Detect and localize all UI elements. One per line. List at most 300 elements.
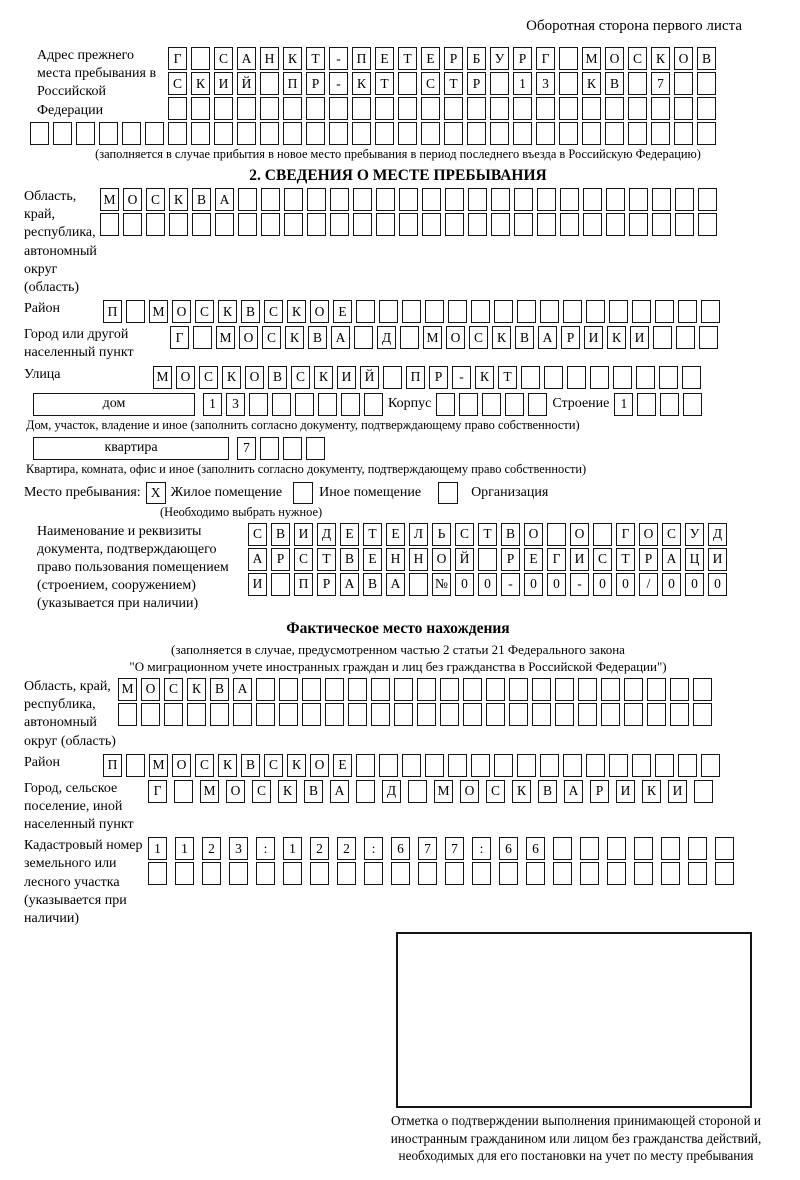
char-cell[interactable]: [325, 678, 344, 701]
char-cell[interactable]: Н: [386, 548, 405, 571]
char-cell[interactable]: [325, 703, 344, 726]
char-cell[interactable]: [582, 122, 601, 145]
char-cell[interactable]: [559, 122, 578, 145]
char-cell[interactable]: :: [364, 837, 383, 860]
char-cell[interactable]: [283, 122, 302, 145]
char-cell[interactable]: [532, 703, 551, 726]
char-cell[interactable]: И: [337, 366, 356, 389]
char-cell[interactable]: [394, 703, 413, 726]
char-cell[interactable]: [715, 862, 734, 885]
char-cell[interactable]: [354, 326, 373, 349]
char-cell[interactable]: Й: [455, 548, 474, 571]
char-cell[interactable]: [578, 703, 597, 726]
char-cell[interactable]: 1: [203, 393, 222, 416]
char-cell[interactable]: [606, 188, 625, 211]
char-cell[interactable]: [352, 97, 371, 120]
char-cell[interactable]: [559, 47, 578, 70]
char-cell[interactable]: [122, 122, 141, 145]
char-cell[interactable]: 6: [526, 837, 545, 860]
char-cell[interactable]: [652, 188, 671, 211]
char-cell[interactable]: [402, 754, 421, 777]
char-cell[interactable]: 1: [283, 837, 302, 860]
char-cell[interactable]: [628, 122, 647, 145]
char-cell[interactable]: [192, 213, 211, 236]
char-cell[interactable]: Е: [333, 300, 352, 323]
char-cell[interactable]: [284, 188, 303, 211]
char-cell[interactable]: Ь: [432, 523, 451, 546]
char-cell[interactable]: [521, 366, 540, 389]
char-cell[interactable]: М: [100, 188, 119, 211]
char-cell[interactable]: [202, 862, 221, 885]
char-cell[interactable]: [517, 300, 536, 323]
char-cell[interactable]: [329, 97, 348, 120]
char-cell[interactable]: Й: [237, 72, 256, 95]
char-cell[interactable]: О: [172, 300, 191, 323]
char-cell[interactable]: 0: [455, 573, 474, 596]
char-cell[interactable]: К: [475, 366, 494, 389]
char-cell[interactable]: [553, 862, 572, 885]
char-cell[interactable]: С: [662, 523, 681, 546]
char-cell[interactable]: [601, 678, 620, 701]
char-cell[interactable]: М: [423, 326, 442, 349]
char-cell[interactable]: 7: [237, 437, 256, 460]
char-cell[interactable]: [237, 97, 256, 120]
char-cell[interactable]: К: [287, 754, 306, 777]
char-cell[interactable]: [661, 862, 680, 885]
char-cell[interactable]: [494, 300, 513, 323]
char-cell[interactable]: [283, 862, 302, 885]
char-cell[interactable]: К: [285, 326, 304, 349]
char-cell[interactable]: 0: [616, 573, 635, 596]
char-cell[interactable]: О: [172, 754, 191, 777]
char-cell[interactable]: Т: [478, 523, 497, 546]
char-cell[interactable]: [624, 678, 643, 701]
char-cell[interactable]: [675, 188, 694, 211]
char-cell[interactable]: [256, 678, 275, 701]
char-cell[interactable]: [306, 437, 325, 460]
char-cell[interactable]: И: [248, 573, 267, 596]
char-cell[interactable]: :: [256, 837, 275, 860]
char-cell[interactable]: [697, 122, 716, 145]
char-cell[interactable]: [306, 97, 325, 120]
char-cell[interactable]: Н: [260, 47, 279, 70]
char-cell[interactable]: А: [248, 548, 267, 571]
char-cell[interactable]: М: [582, 47, 601, 70]
char-cell[interactable]: [238, 213, 257, 236]
char-cell[interactable]: [555, 678, 574, 701]
char-cell[interactable]: [445, 213, 464, 236]
char-cell[interactable]: С: [252, 780, 271, 803]
char-cell[interactable]: [330, 213, 349, 236]
char-cell[interactable]: С: [455, 523, 474, 546]
char-cell[interactable]: [145, 122, 164, 145]
char-cell[interactable]: [279, 703, 298, 726]
char-cell[interactable]: [701, 754, 720, 777]
char-cell[interactable]: [445, 862, 464, 885]
char-cell[interactable]: [652, 213, 671, 236]
char-cell[interactable]: О: [432, 548, 451, 571]
char-cell[interactable]: [553, 837, 572, 860]
char-cell[interactable]: О: [460, 780, 479, 803]
char-cell[interactable]: [422, 188, 441, 211]
char-cell[interactable]: В: [363, 573, 382, 596]
char-cell[interactable]: 6: [391, 837, 410, 860]
char-cell[interactable]: [694, 780, 713, 803]
char-cell[interactable]: [436, 393, 455, 416]
char-cell[interactable]: [307, 188, 326, 211]
char-cell[interactable]: К: [582, 72, 601, 95]
char-cell[interactable]: 2: [202, 837, 221, 860]
char-cell[interactable]: [682, 366, 701, 389]
char-cell[interactable]: [532, 678, 551, 701]
char-cell[interactable]: О: [226, 780, 245, 803]
char-cell[interactable]: [191, 47, 210, 70]
char-cell[interactable]: [440, 703, 459, 726]
char-cell[interactable]: [590, 366, 609, 389]
char-cell[interactable]: [670, 703, 689, 726]
char-cell[interactable]: [418, 862, 437, 885]
char-cell[interactable]: [514, 188, 533, 211]
char-cell[interactable]: 3: [229, 837, 248, 860]
char-cell[interactable]: [683, 393, 702, 416]
char-cell[interactable]: К: [651, 47, 670, 70]
char-cell[interactable]: В: [241, 754, 260, 777]
char-cell[interactable]: [348, 678, 367, 701]
char-cell[interactable]: У: [685, 523, 704, 546]
char-cell[interactable]: У: [490, 47, 509, 70]
char-cell[interactable]: [653, 326, 672, 349]
char-cell[interactable]: [100, 213, 119, 236]
char-cell[interactable]: [559, 97, 578, 120]
char-cell[interactable]: [371, 703, 390, 726]
char-cell[interactable]: [271, 573, 290, 596]
char-cell[interactable]: С: [164, 678, 183, 701]
char-cell[interactable]: С: [168, 72, 187, 95]
char-cell[interactable]: [330, 188, 349, 211]
char-cell[interactable]: [425, 300, 444, 323]
char-cell[interactable]: [329, 122, 348, 145]
char-cell[interactable]: [399, 188, 418, 211]
char-cell[interactable]: Р: [513, 47, 532, 70]
char-cell[interactable]: П: [103, 754, 122, 777]
char-cell[interactable]: [491, 188, 510, 211]
char-cell[interactable]: 6: [499, 837, 518, 860]
char-cell[interactable]: [383, 366, 402, 389]
char-cell[interactable]: И: [708, 548, 727, 571]
char-cell[interactable]: -: [501, 573, 520, 596]
char-cell[interactable]: [513, 97, 532, 120]
char-cell[interactable]: [629, 213, 648, 236]
char-cell[interactable]: М: [149, 754, 168, 777]
char-cell[interactable]: [379, 300, 398, 323]
char-cell[interactable]: [494, 754, 513, 777]
char-cell[interactable]: [697, 97, 716, 120]
char-cell[interactable]: Е: [375, 47, 394, 70]
char-cell[interactable]: [126, 754, 145, 777]
char-cell[interactable]: [583, 188, 602, 211]
char-cell[interactable]: [440, 678, 459, 701]
char-cell[interactable]: [425, 754, 444, 777]
char-cell[interactable]: Р: [271, 548, 290, 571]
char-cell[interactable]: [391, 862, 410, 885]
char-cell[interactable]: П: [352, 47, 371, 70]
char-cell[interactable]: С: [593, 548, 612, 571]
char-cell[interactable]: М: [118, 678, 137, 701]
char-cell[interactable]: [674, 122, 693, 145]
char-cell[interactable]: [699, 326, 718, 349]
char-cell[interactable]: Т: [306, 47, 325, 70]
char-cell[interactable]: [678, 300, 697, 323]
char-cell[interactable]: А: [331, 326, 350, 349]
char-cell[interactable]: [675, 213, 694, 236]
char-cell[interactable]: [655, 754, 674, 777]
char-cell[interactable]: [398, 72, 417, 95]
char-cell[interactable]: С: [486, 780, 505, 803]
char-cell[interactable]: [698, 188, 717, 211]
char-cell[interactable]: [628, 97, 647, 120]
char-cell[interactable]: К: [492, 326, 511, 349]
char-cell[interactable]: Т: [363, 523, 382, 546]
char-cell[interactable]: О: [141, 678, 160, 701]
char-cell[interactable]: О: [239, 326, 258, 349]
char-cell[interactable]: [356, 754, 375, 777]
char-cell[interactable]: [563, 754, 582, 777]
char-cell[interactable]: М: [434, 780, 453, 803]
char-cell[interactable]: [693, 703, 712, 726]
char-cell[interactable]: А: [538, 326, 557, 349]
char-cell[interactable]: Р: [444, 47, 463, 70]
char-cell[interactable]: [399, 213, 418, 236]
char-cell[interactable]: [260, 72, 279, 95]
char-cell[interactable]: [697, 72, 716, 95]
char-cell[interactable]: Р: [467, 72, 486, 95]
char-cell[interactable]: К: [169, 188, 188, 211]
char-cell[interactable]: 1: [148, 837, 167, 860]
char-cell[interactable]: [421, 122, 440, 145]
char-cell[interactable]: -: [329, 47, 348, 70]
char-cell[interactable]: [146, 213, 165, 236]
char-cell[interactable]: [352, 122, 371, 145]
char-cell[interactable]: [468, 188, 487, 211]
char-cell[interactable]: [272, 393, 291, 416]
char-cell[interactable]: [540, 754, 559, 777]
char-cell[interactable]: [471, 754, 490, 777]
char-cell[interactable]: Г: [168, 47, 187, 70]
char-cell[interactable]: О: [605, 47, 624, 70]
checkbox-organizatsiya[interactable]: [438, 482, 458, 504]
char-cell[interactable]: В: [340, 548, 359, 571]
char-cell[interactable]: В: [268, 366, 287, 389]
char-cell[interactable]: [229, 862, 248, 885]
char-cell[interactable]: [379, 754, 398, 777]
char-cell[interactable]: [463, 678, 482, 701]
char-cell[interactable]: [701, 300, 720, 323]
char-cell[interactable]: П: [294, 573, 313, 596]
char-cell[interactable]: [30, 122, 49, 145]
char-cell[interactable]: /: [639, 573, 658, 596]
char-cell[interactable]: [698, 213, 717, 236]
char-cell[interactable]: [191, 97, 210, 120]
char-cell[interactable]: С: [628, 47, 647, 70]
char-cell[interactable]: [118, 703, 137, 726]
char-cell[interactable]: С: [264, 300, 283, 323]
char-cell[interactable]: Т: [375, 72, 394, 95]
char-cell[interactable]: [629, 188, 648, 211]
char-cell[interactable]: -: [570, 573, 589, 596]
char-cell[interactable]: [514, 213, 533, 236]
char-cell[interactable]: К: [283, 47, 302, 70]
char-cell[interactable]: [260, 122, 279, 145]
char-cell[interactable]: [490, 72, 509, 95]
char-cell[interactable]: [283, 97, 302, 120]
char-cell[interactable]: Г: [547, 548, 566, 571]
char-cell[interactable]: [555, 703, 574, 726]
char-cell[interactable]: 2: [310, 837, 329, 860]
char-cell[interactable]: [238, 188, 257, 211]
char-cell[interactable]: [168, 122, 187, 145]
char-cell[interactable]: [651, 97, 670, 120]
char-cell[interactable]: [582, 97, 601, 120]
char-cell[interactable]: [261, 188, 280, 211]
char-cell[interactable]: [613, 366, 632, 389]
char-cell[interactable]: Г: [148, 780, 167, 803]
char-cell[interactable]: [606, 213, 625, 236]
char-cell[interactable]: [537, 213, 556, 236]
char-cell[interactable]: О: [310, 754, 329, 777]
char-cell[interactable]: [540, 300, 559, 323]
char-cell[interactable]: [468, 213, 487, 236]
char-cell[interactable]: И: [570, 548, 589, 571]
char-cell[interactable]: К: [218, 754, 237, 777]
char-cell[interactable]: [536, 122, 555, 145]
char-cell[interactable]: В: [210, 678, 229, 701]
char-cell[interactable]: [647, 678, 666, 701]
char-cell[interactable]: [249, 393, 268, 416]
char-cell[interactable]: Р: [306, 72, 325, 95]
char-cell[interactable]: [605, 97, 624, 120]
char-cell[interactable]: Е: [421, 47, 440, 70]
char-cell[interactable]: К: [222, 366, 241, 389]
char-cell[interactable]: [661, 837, 680, 860]
char-cell[interactable]: В: [192, 188, 211, 211]
char-cell[interactable]: [448, 300, 467, 323]
char-cell[interactable]: [375, 122, 394, 145]
char-cell[interactable]: [607, 837, 626, 860]
char-cell[interactable]: [647, 703, 666, 726]
char-cell[interactable]: [471, 300, 490, 323]
char-cell[interactable]: :: [472, 837, 491, 860]
char-cell[interactable]: [467, 122, 486, 145]
char-cell[interactable]: [260, 437, 279, 460]
char-cell[interactable]: [191, 122, 210, 145]
char-cell[interactable]: [580, 837, 599, 860]
char-cell[interactable]: О: [674, 47, 693, 70]
char-cell[interactable]: [279, 678, 298, 701]
char-cell[interactable]: [537, 188, 556, 211]
char-cell[interactable]: [353, 188, 372, 211]
char-cell[interactable]: [509, 678, 528, 701]
char-cell[interactable]: Р: [639, 548, 658, 571]
char-cell[interactable]: Е: [386, 523, 405, 546]
char-cell[interactable]: [421, 97, 440, 120]
char-cell[interactable]: [593, 523, 612, 546]
char-cell[interactable]: [607, 862, 626, 885]
char-cell[interactable]: С: [248, 523, 267, 546]
char-cell[interactable]: [193, 326, 212, 349]
char-cell[interactable]: 1: [614, 393, 633, 416]
char-cell[interactable]: Г: [170, 326, 189, 349]
char-cell[interactable]: [175, 862, 194, 885]
char-cell[interactable]: [394, 678, 413, 701]
char-cell[interactable]: [356, 300, 375, 323]
char-cell[interactable]: Р: [317, 573, 336, 596]
char-cell[interactable]: [302, 678, 321, 701]
char-cell[interactable]: [659, 366, 678, 389]
char-cell[interactable]: [214, 97, 233, 120]
char-cell[interactable]: [632, 754, 651, 777]
char-cell[interactable]: 1: [513, 72, 532, 95]
char-cell[interactable]: [459, 393, 478, 416]
char-cell[interactable]: В: [241, 300, 260, 323]
char-cell[interactable]: [467, 97, 486, 120]
char-cell[interactable]: [513, 122, 532, 145]
char-cell[interactable]: [578, 678, 597, 701]
char-cell[interactable]: №: [432, 573, 451, 596]
char-cell[interactable]: [559, 72, 578, 95]
char-cell[interactable]: С: [262, 326, 281, 349]
char-cell[interactable]: Е: [340, 523, 359, 546]
char-cell[interactable]: [634, 862, 653, 885]
char-cell[interactable]: [636, 366, 655, 389]
char-cell[interactable]: К: [314, 366, 333, 389]
char-cell[interactable]: В: [605, 72, 624, 95]
char-cell[interactable]: [660, 393, 679, 416]
char-cell[interactable]: О: [570, 523, 589, 546]
char-cell[interactable]: [210, 703, 229, 726]
char-cell[interactable]: [505, 393, 524, 416]
char-cell[interactable]: 0: [685, 573, 704, 596]
char-cell[interactable]: [376, 188, 395, 211]
char-cell[interactable]: С: [421, 72, 440, 95]
char-cell[interactable]: К: [287, 300, 306, 323]
char-cell[interactable]: [536, 97, 555, 120]
char-cell[interactable]: П: [283, 72, 302, 95]
char-cell[interactable]: О: [123, 188, 142, 211]
char-cell[interactable]: [364, 393, 383, 416]
char-cell[interactable]: [674, 97, 693, 120]
char-cell[interactable]: А: [215, 188, 234, 211]
char-cell[interactable]: [126, 300, 145, 323]
char-cell[interactable]: [526, 862, 545, 885]
char-cell[interactable]: [256, 862, 275, 885]
char-cell[interactable]: [486, 678, 505, 701]
char-cell[interactable]: [715, 837, 734, 860]
char-cell[interactable]: М: [216, 326, 235, 349]
char-cell[interactable]: [674, 72, 693, 95]
char-cell[interactable]: [169, 213, 188, 236]
char-cell[interactable]: [53, 122, 72, 145]
char-cell[interactable]: С: [264, 754, 283, 777]
char-cell[interactable]: Е: [363, 548, 382, 571]
char-cell[interactable]: [444, 97, 463, 120]
char-cell[interactable]: И: [630, 326, 649, 349]
char-cell[interactable]: Г: [536, 47, 555, 70]
char-cell[interactable]: К: [187, 678, 206, 701]
char-cell[interactable]: [341, 393, 360, 416]
char-cell[interactable]: Т: [398, 47, 417, 70]
char-cell[interactable]: [371, 678, 390, 701]
char-cell[interactable]: [586, 754, 605, 777]
